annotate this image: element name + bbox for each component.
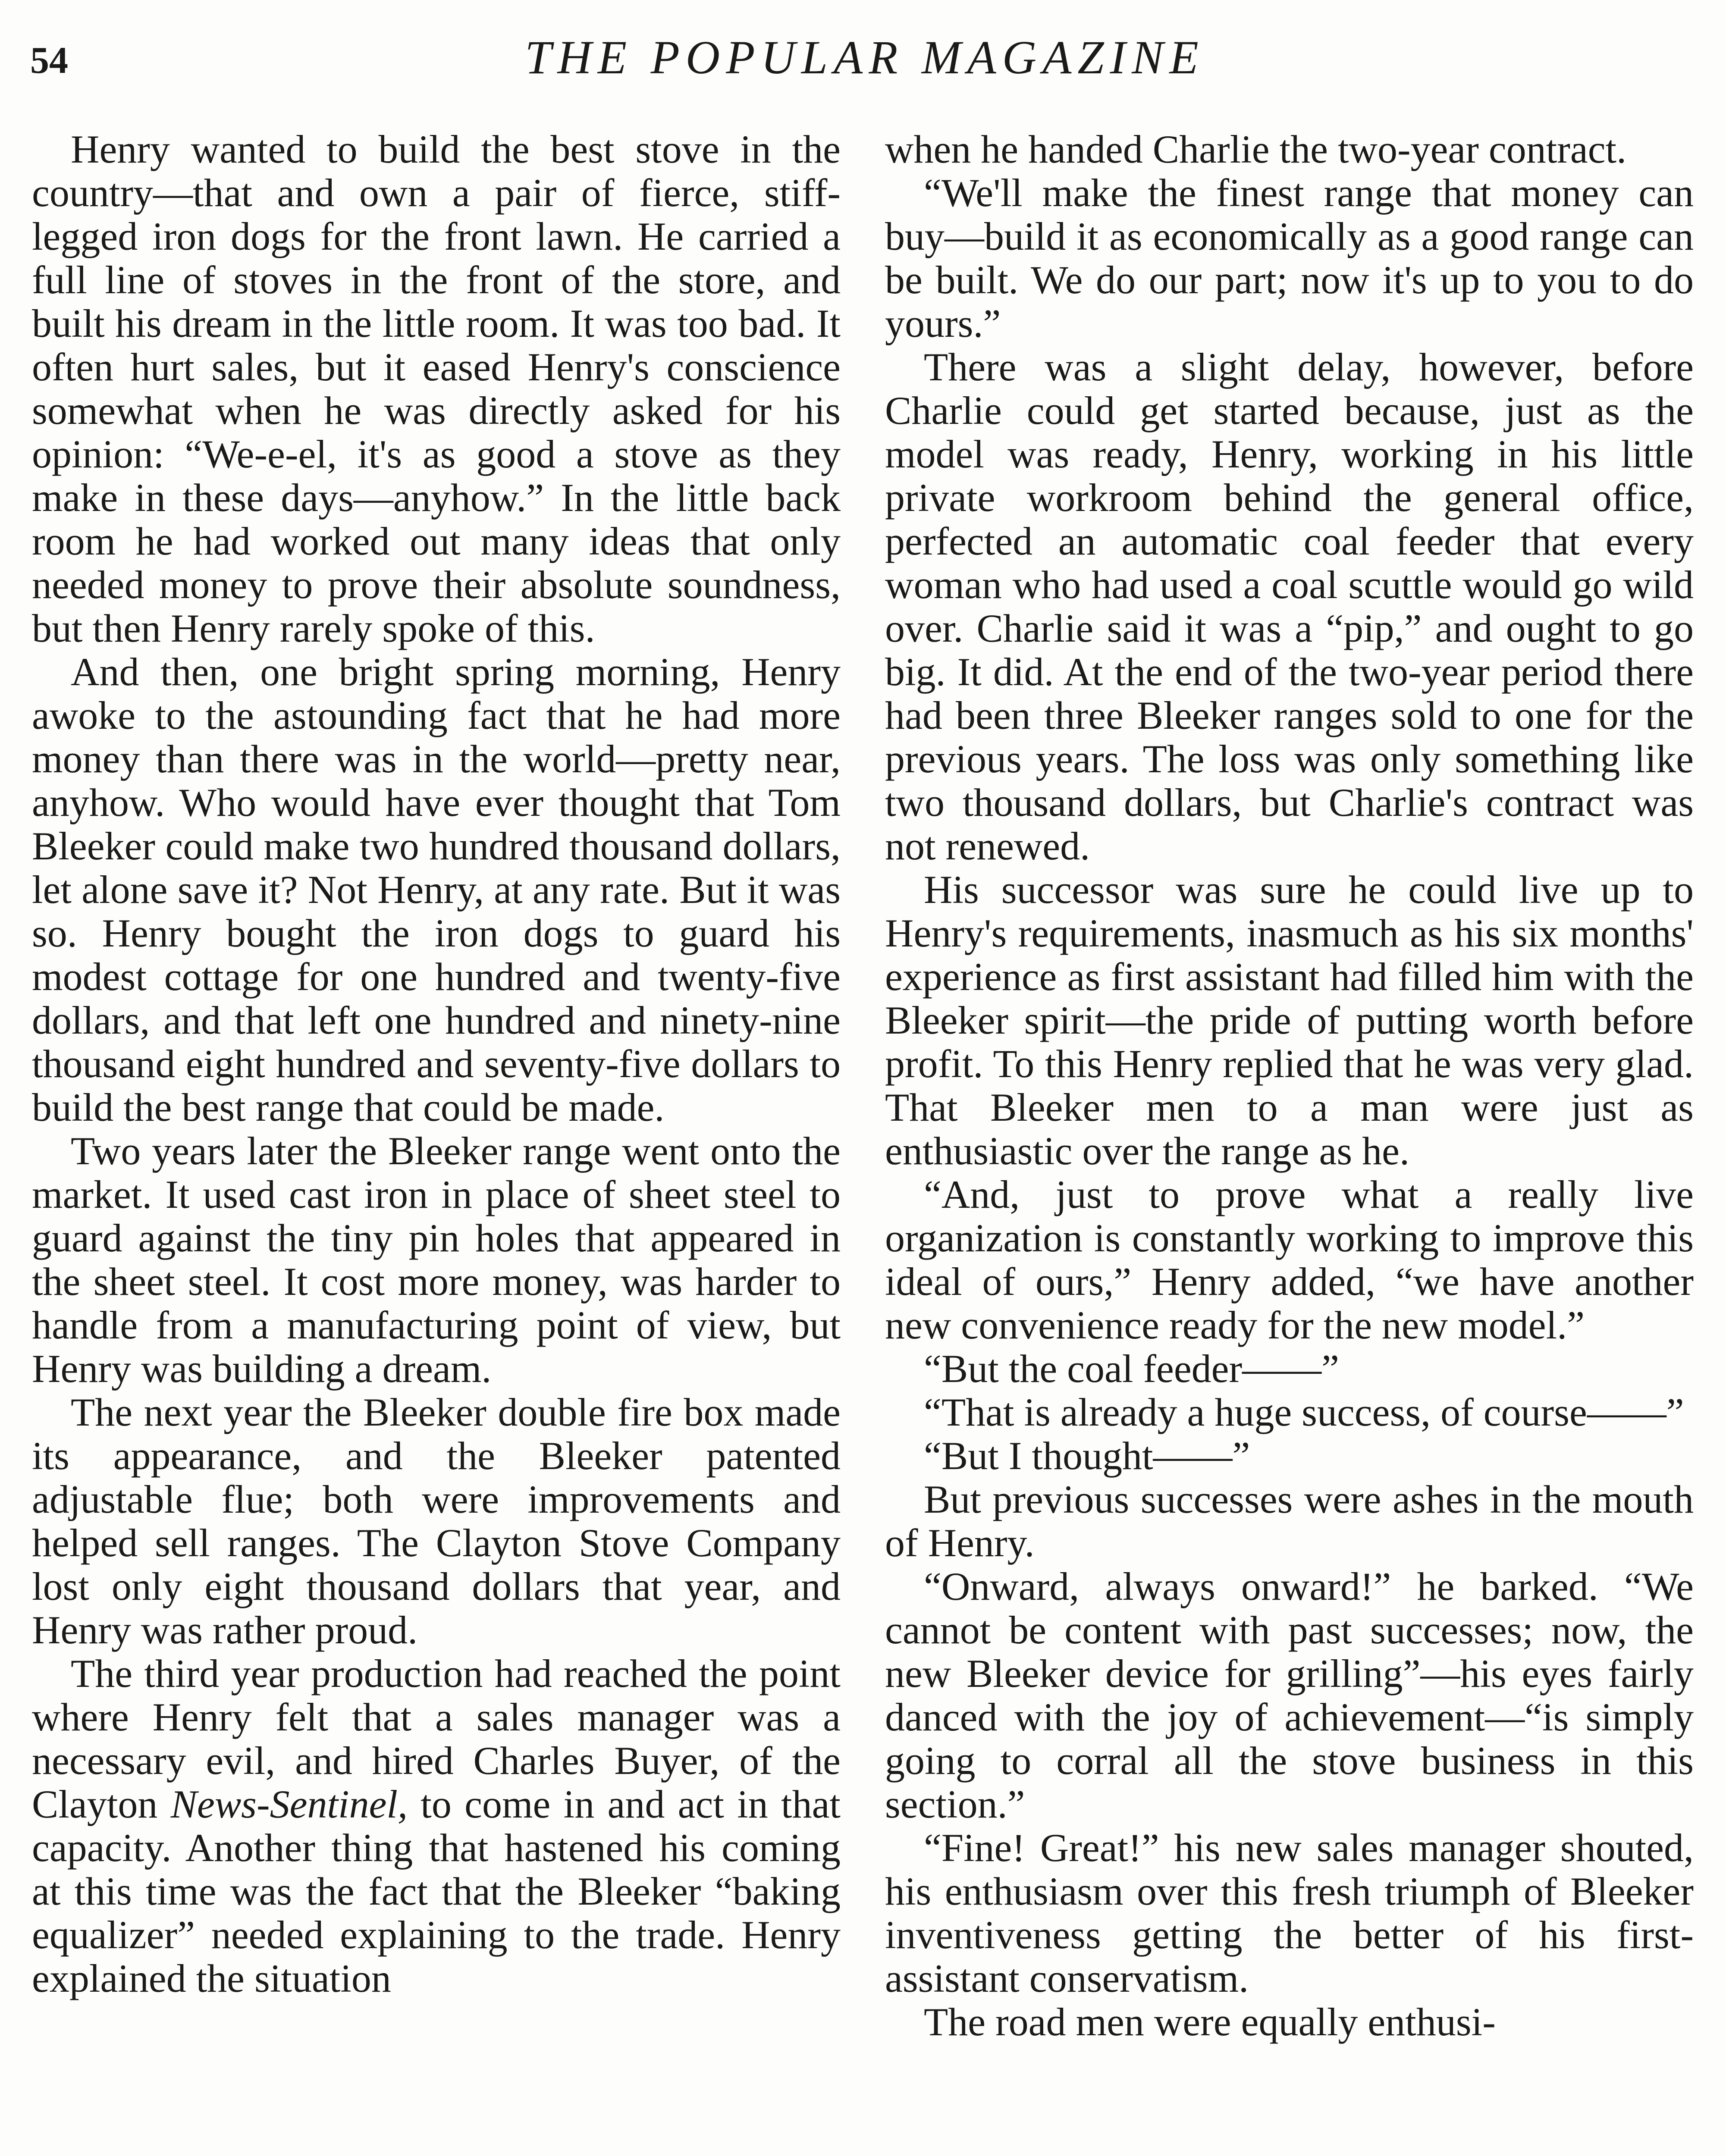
page-header xyxy=(30,26,1699,99)
paragraph: “Fine! Great!” his new sales manager shouted, his enthusiasm over this fresh triumph of Bleeker inventiveness getting the better of his first-assistant conservatism. xyxy=(885,1826,1694,2000)
paragraph: “Onward, always onward!” he barked. “We cannot be content with past successes; now, the new Bleeker device for grilling”—his eyes fairly danced with the joy of achievement—“is simply going to corral all the stove business in this section.” xyxy=(885,1564,1694,1826)
paragraph: But previous successes were ashes in the mouth of Henry. xyxy=(885,1477,1694,1565)
continued-paragraph: when he handed Charlie the two-year contract. xyxy=(885,128,1627,171)
paragraph: “That is already a huge success, of course——” xyxy=(924,1390,1684,1434)
paragraph: And then, one bright spring morning, Henry awoke to the astounding fact that he had more money than there was in the world—pretty near, anyhow. Who would have ever thought that Tom Bleeker could make two hundred thousand dollars, let alone save it? Not Henry, at any rate. But it was so. Henry bought the iron dogs to guard his modest cottage for one hundred and twenty-five dollars, and that left one hundred and ninety-nine thousand eight hundred and seventy-five dollars to build the best range that could be made. xyxy=(32,650,841,1129)
left-column xyxy=(32,128,841,2156)
paragraph: “But I thought——” xyxy=(924,1434,1250,1478)
paragraph: There was a slight delay, however, before Charlie could get started because, just as the model was ready, Henry, working in his little private workroom behind the general office, perfected an automatic coal feeder that every woman who had used a coal scuttle would go wild over. Charlie said it was a “pip,” and ought to go big. It did. At the end of the two-year period there had been three Bleeker ranges sold to one for the previous years. The loss was only something like two thousand dollars, but Charlie's contract was not renewed. xyxy=(885,345,1694,868)
paragraph: His successor was sure he could live up to Henry's requirements, inasmuch as his six months' experience as first assistant had filled him with the Bleeker spirit—the pride of putting worth before profit. To this Henry replied that he was very glad. That Bleeker men to a man were just as enthusiastic over the range as he. xyxy=(885,868,1694,1173)
paragraph-with-italic xyxy=(32,1652,841,2000)
newspaper-name: News-Sentinel, xyxy=(170,1782,408,1826)
paragraph-head: The third year production had reached the point where Henry felt that a sales manager was a necessary evil, and hired Charles Buyer, of the Clayton xyxy=(32,1651,841,1826)
paragraph: The road men were equally enthusi- xyxy=(924,2000,1496,2044)
paragraph: Two years later the Bleeker range went onto the market. It used cast iron in place of sheet steel to guard against the tiny pin holes that appeared in the sheet steel. It cost more money, was harder to handle from a manufacturing point of view, but Henry was building a dream. xyxy=(32,1129,841,1391)
paragraph: “And, just to prove what a really live organization is constantly working to improve this ideal of ours,” Henry added, “we have another new convenience ready for the new model.” xyxy=(885,1172,1694,1347)
paragraph: The next year the Bleeker double fire box made its appearance, and the Bleeker patented adjustable flue; both were improvements and helped sell ranges. The Clayton Stove Company lost only eight thousand dollars that year, and Henry was rather proud. xyxy=(32,1390,841,1652)
paragraph: Henry wanted to build the best stove in the country—that and own a pair of fierce, stiff-legged iron dogs for the front lawn. He carried a full line of stoves in the front of the store, and built his dream in the little room. It was too bad. It often hurt sales, but it eased Henry's conscience somewhat when he was directly asked for his opinion: “We-e-el, it's as good a stove as they make in these days—anyhow.” In the little back room he had worked out many ideas that only needed money to prove their absolute soundness, but then Henry rarely spoke of this. xyxy=(32,128,841,650)
right-column xyxy=(885,128,1694,2156)
paragraph: “But the coal feeder——” xyxy=(924,1347,1339,1391)
magazine-title: THE POPULAR MAGAZINE xyxy=(525,31,1205,84)
page-number: 54 xyxy=(30,40,68,81)
paragraph: “We'll make the finest range that money can buy—build it as economically as a good range can be built. We do our part; now it's up to you to do yours.” xyxy=(885,171,1694,345)
paragraph-tail: to come in and act in that capacity. Another thing that hastened his coming at this time was the fact that the Bleeker “baking equalizer” needed explaining to the trade. Henry explained the situation xyxy=(32,1782,841,2000)
